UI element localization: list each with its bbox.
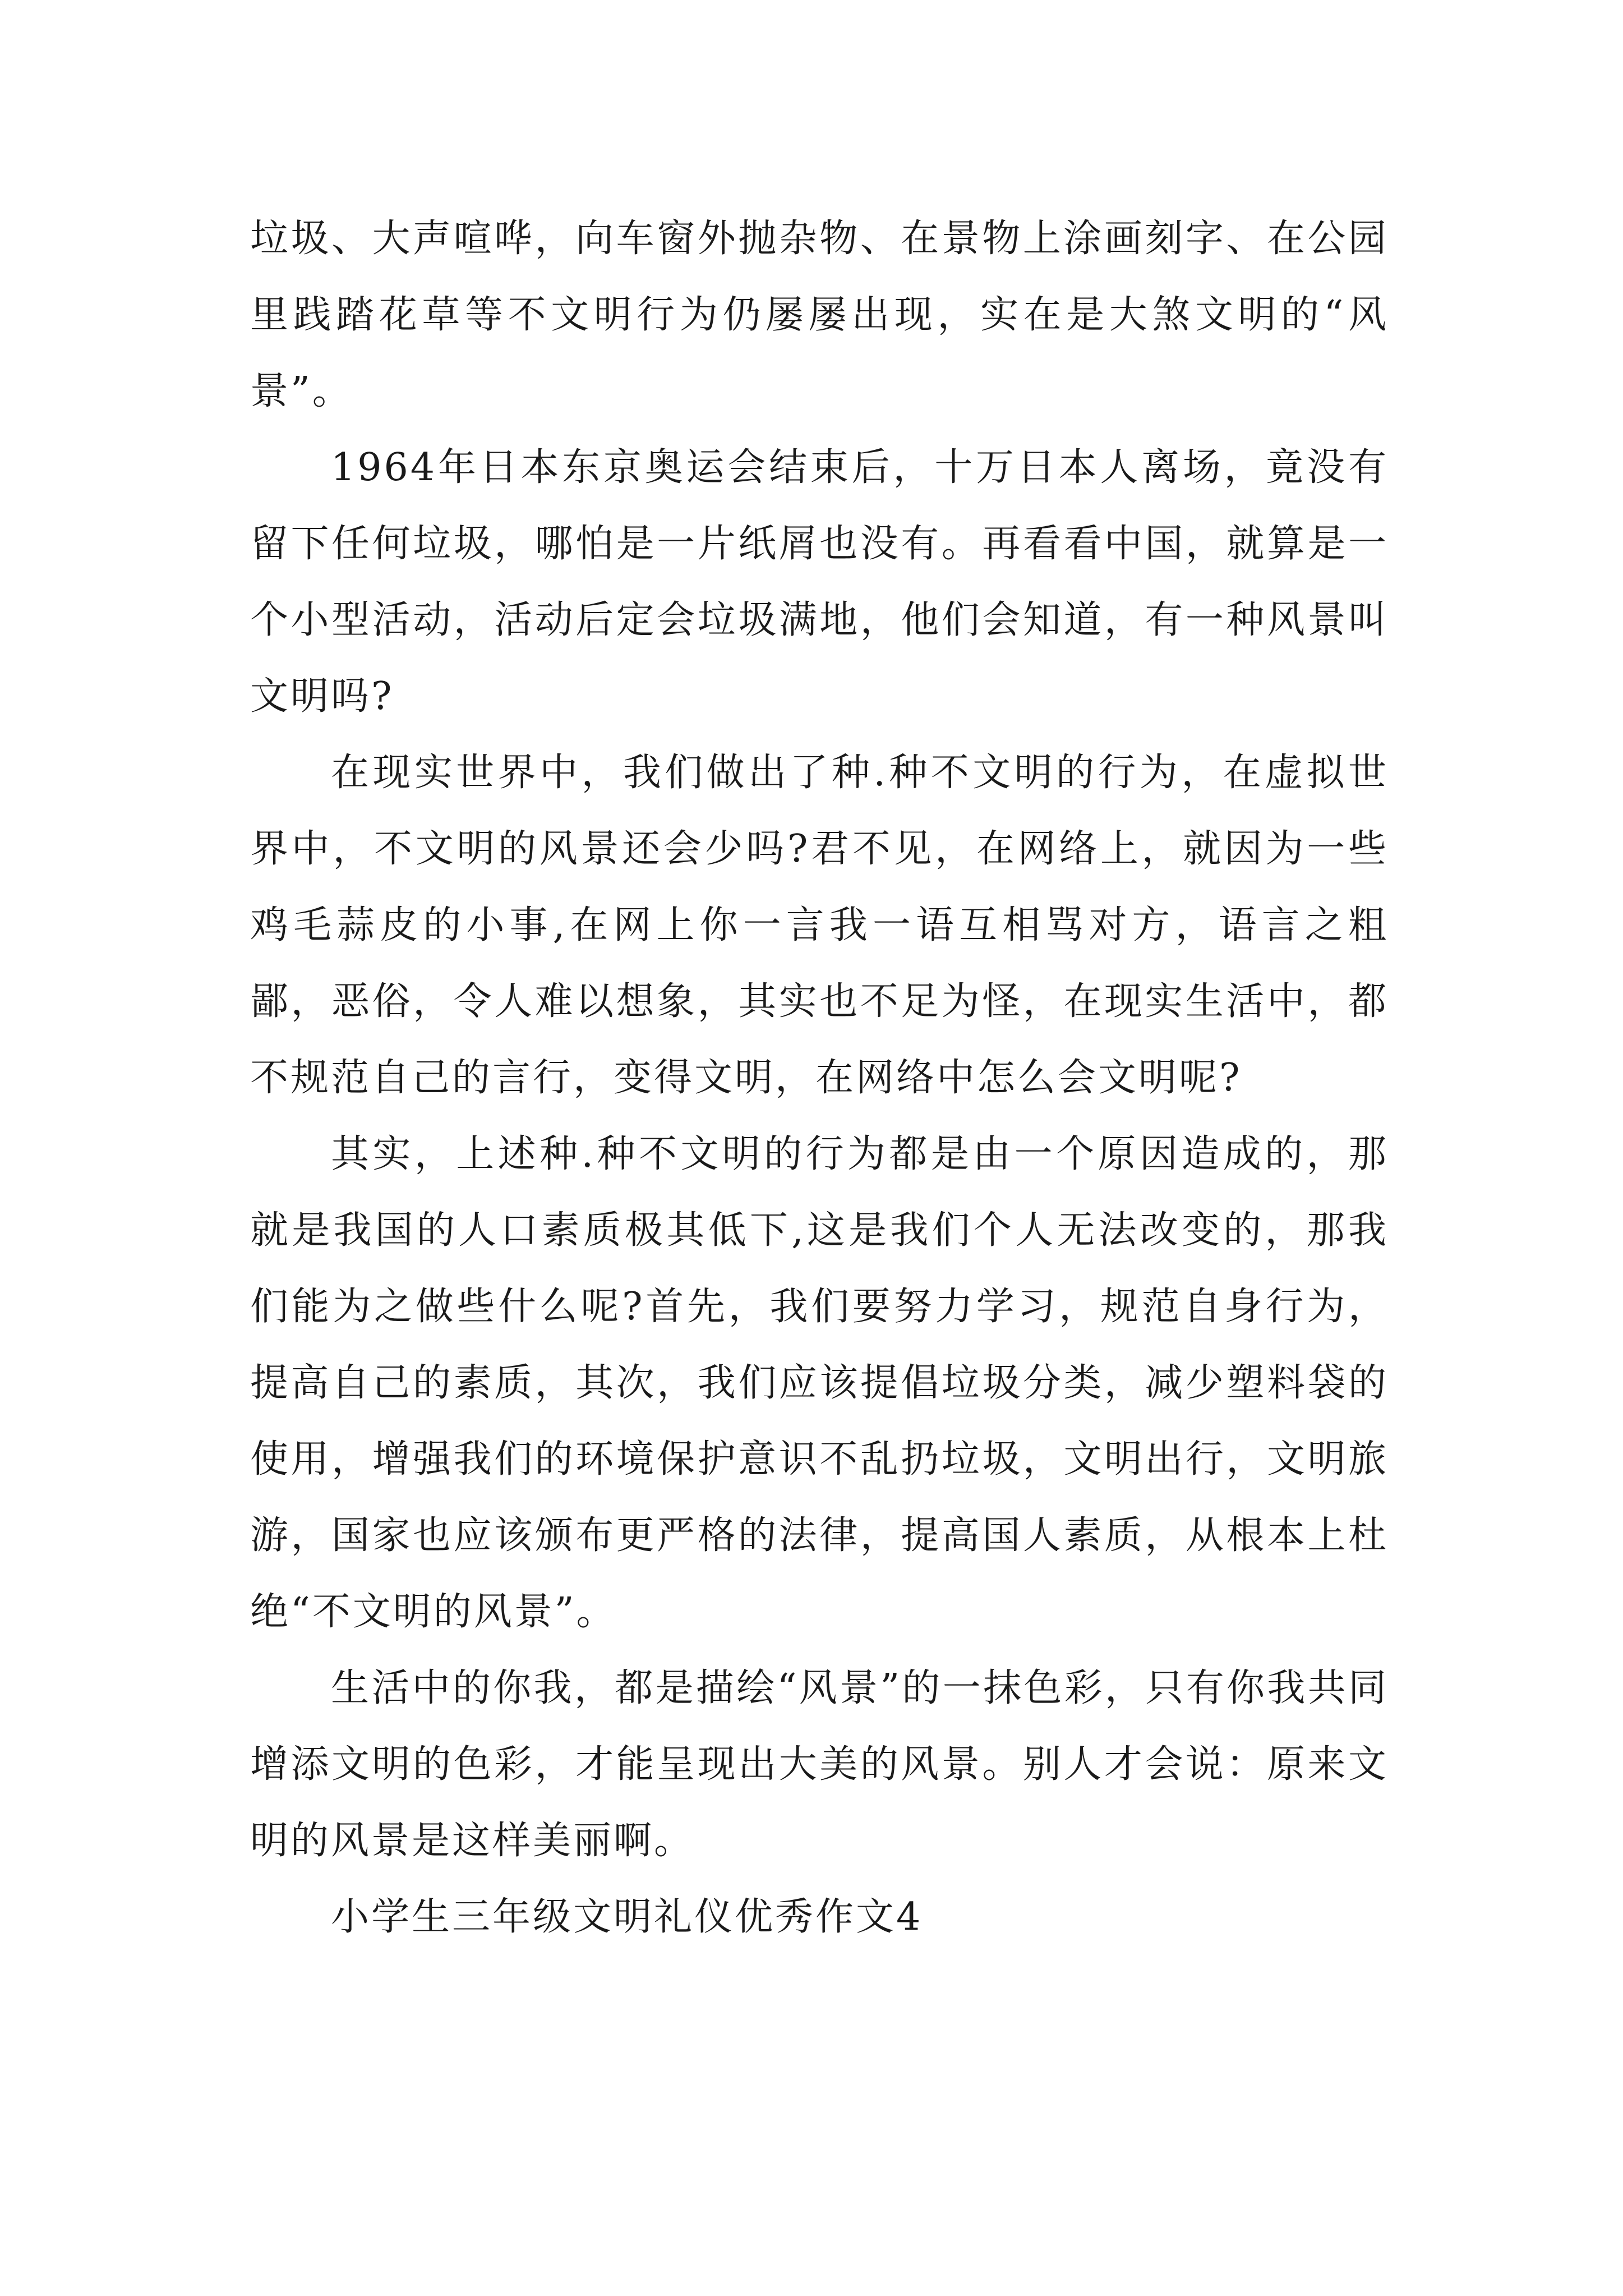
essay-heading: 小学生三年级文明礼仪优秀作文4 — [331, 1895, 923, 1939]
paragraph-2: 1964年日本东京奥运会结束后，十万日本人离场，竟没有留下任何垃圾，哪怕是一片纸屑也没有。再看看中国，就算是一个小型活动，活动后定会垃圾满地，他们会知道，有一种风景叫文明吗? — [250, 445, 1389, 719]
paragraph-1: 垃圾、大声喧哗，向车窗外抛杂物、在景物上涂画刻字、在公园里践踏花草等不文明行为仍屡屡出现，实在是大煞文明的“风景”。 — [250, 217, 1389, 413]
paragraph-5: 生活中的你我，都是描绘“风景”的一抹色彩，只有你我共同增添文明的色彩，才能呈现出大美的风景。别人才会说：原来文明的风景是这样美丽啊。 — [250, 1666, 1389, 1863]
paragraph-3: 在现实世界中，我们做出了种.种不文明的行为，在虚拟世界中，不文明的风景还会少吗?君不见，在网络上，就因为一些鸡毛蒜皮的小事,在网上你一言我一语互相骂对方，语言之粗鄙，恶俗，令人难以想象，其实也不足为怪，在现实生活中，都不规范自己的言行，变得文明，在网络中怎么会文明呢? — [250, 751, 1389, 1100]
document-body — [250, 201, 1389, 1955]
paragraph-4: 其实，上述种.种不文明的行为都是由一个原因造成的，那就是我国的人口素质极其低下,这是我们个人无法改变的，那我们能为之做些什么呢?首先，我们要努力学习，规范自身行为，提高自己的素质，其次，我们应该提倡垃圾分类，减少塑料袋的使用，增强我们的环境保护意识不乱扔垃圾，文明出行，文明旅游，国家也应该颁布更严格的法律，提高国人素质，从根本上杜绝“不文明的风景”。 — [250, 1132, 1389, 1634]
